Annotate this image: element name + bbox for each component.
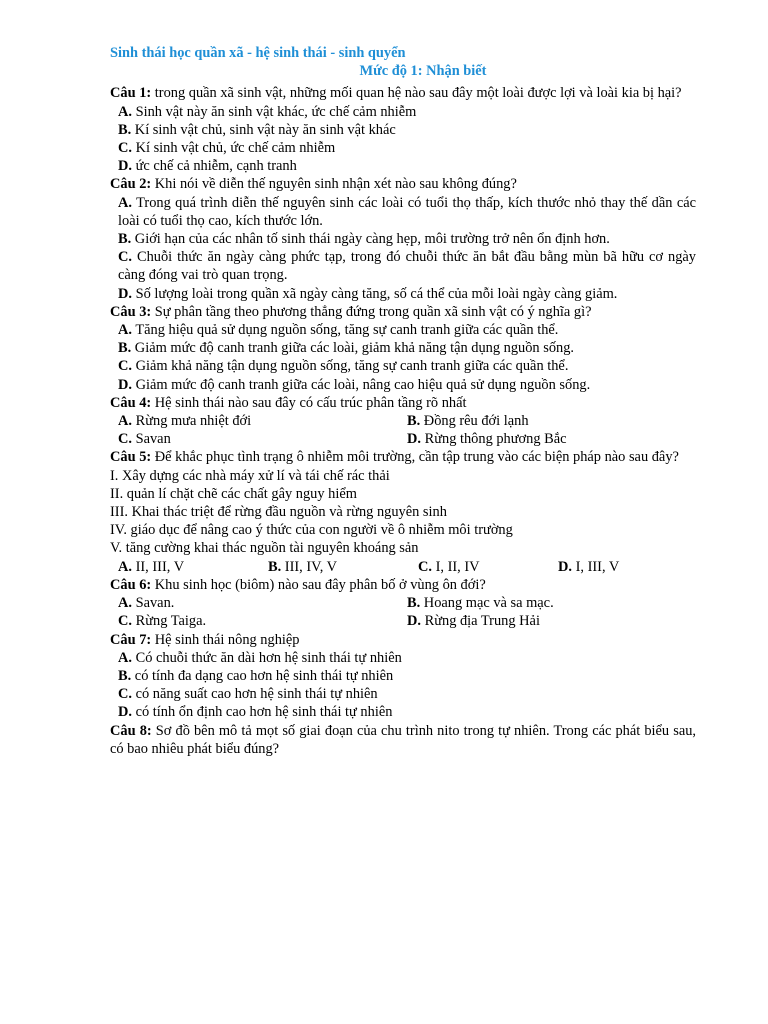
document-title: Sinh thái học quần xã - hệ sinh thái - sinh quyển (110, 45, 406, 61)
q2-option-b: B. Giới hạn của các nhân tố sinh thái ngày càng hẹp, môi trường trở nên ổn định hơn. (118, 231, 610, 248)
q6-option-c: C. Rừng Taiga. (118, 613, 207, 630)
q5-options-row (110, 558, 696, 576)
q7-option-d: D. có tính ổn định cao hơn hệ sinh thái tự nhiên (118, 704, 393, 721)
q7-option-a: A. Có chuỗi thức ăn dài hơn hệ sinh thái tự nhiên (118, 649, 402, 666)
question-8: Câu 8: Sơ đồ bên mô tả mọt số giai đoạn của chu trình nito trong tự nhiên. Trong các phát biểu sau, có bao nhiêu phát biểu đúng? (110, 722, 696, 757)
question-3: Câu 3: Sự phân tầng theo phương thẳng đứng trong quần xã sinh vật có ý nghĩa gì? (110, 303, 592, 320)
q1-option-a: A. Sinh vật này ăn sinh vật khác, ức chế cảm nhiễm (118, 103, 417, 120)
q6-option-a: A. Savan. (118, 595, 175, 612)
q5-item-1: I. Xây dựng các nhà máy xử lí và tái chế rác thải (110, 467, 390, 484)
q3-option-d: D. Giảm mức độ canh tranh giữa các loài, nâng cao hiệu quả sử dụng nguồn sống. (118, 376, 591, 393)
q5-item-3: III. Khai thác triệt để rừng đầu nguồn và rừng nguyên sinh (110, 504, 447, 521)
difficulty-level: Mức độ 1: Nhận biết (359, 63, 487, 80)
document-page (110, 44, 696, 758)
q2-option-a: A. Trong quá trình diễn thế nguyên sinh các loài có tuổi thọ thấp, kích thước nhỏ thay thế dần các loài có tuổi thọ cao, kích thước lớn. (118, 194, 696, 229)
q5-option-d: D. I, III, V (558, 558, 620, 575)
q4-options-row-1 (110, 412, 696, 430)
question-5: Câu 5: Để khắc phục tình trạng ô nhiễm môi trường, cần tập trung vào các biện pháp nào sau đây? (110, 449, 679, 466)
q7-option-b: B. có tính đa dạng cao hơn hệ sinh thái tự nhiên (118, 667, 394, 684)
q4-option-d: D. Rừng thông phương Bắc (407, 431, 567, 448)
q6-options-row-1 (110, 594, 696, 612)
q5-item-2: II. quản lí chặt chẽ các chất gây nguy hiểm (110, 485, 357, 502)
question-2: Câu 2: Khi nói về diễn thế nguyên sinh nhận xét nào sau không đúng? (110, 176, 517, 193)
q7-option-c: C. có năng suất cao hơn hệ sinh thái tự nhiên (118, 686, 378, 703)
question-6: Câu 6: Khu sinh học (biôm) nào sau đây phân bố ở vùng ôn đới? (110, 576, 486, 593)
question-1: Câu 1: trong quần xã sinh vật, những mối quan hệ nào sau đây một loài được lợi và loài kia bị hại? (110, 85, 682, 102)
q3-option-c: C. Giảm khả năng tận dụng nguồn sống, tăng sự canh tranh giữa các quần thể. (118, 358, 569, 375)
q5-option-a: A. II, III, V (118, 558, 185, 575)
q1-option-b: B. Kí sinh vật chủ, sinh vật này ăn sinh vật khác (118, 121, 396, 138)
question-4: Câu 4: Hệ sinh thái nào sau đây có cấu trúc phân tầng rõ nhất (110, 394, 467, 411)
q4-option-c: C. Savan (118, 431, 171, 448)
q1-option-d: D. ức chế cả nhiễm, cạnh tranh (118, 158, 297, 175)
q3-option-b: B. Giảm mức độ canh tranh giữa các loài, giảm khả năng tận dụng nguồn sống. (118, 340, 575, 357)
q3-option-a: A. Tăng hiệu quả sử dụng nguồn sống, tăng sự canh tranh giữa các quần thể. (118, 322, 559, 339)
q2-option-d: D. Số lượng loài trong quần xã ngày càng tăng, số cá thể của mỗi loài ngày càng giảm. (118, 285, 618, 302)
question-7: Câu 7: Hệ sinh thái nông nghiệp (110, 631, 300, 648)
q4-options-row-2 (110, 430, 696, 448)
q2-option-c: C. Chuỗi thức ăn ngày càng phức tạp, trong đó chuỗi thức ăn bắt đầu bằng mùn bã hữu cơ ngày càng đóng vai trò quan trọng. (118, 249, 696, 284)
q6-options-row-2 (110, 612, 696, 630)
q5-option-c: C. I, II, IV (418, 558, 480, 575)
q4-option-b: B. Đồng rêu đới lạnh (407, 413, 529, 430)
q5-item-4: IV. giáo dục để nâng cao ý thức của con người về ô nhiễm môi trường (110, 522, 513, 539)
q5-option-b: B. III, IV, V (268, 558, 338, 575)
q1-option-c: C. Kí sinh vật chủ, ức chế cảm nhiễm (118, 140, 336, 157)
q6-option-d: D. Rừng địa Trung Hải (407, 613, 540, 630)
q5-item-5: V. tăng cường khai thác nguồn tài nguyên khoáng sản (110, 540, 419, 557)
q4-option-a: A. Rừng mưa nhiệt đới (118, 413, 252, 430)
q6-option-b: B. Hoang mạc và sa mạc. (407, 595, 554, 612)
